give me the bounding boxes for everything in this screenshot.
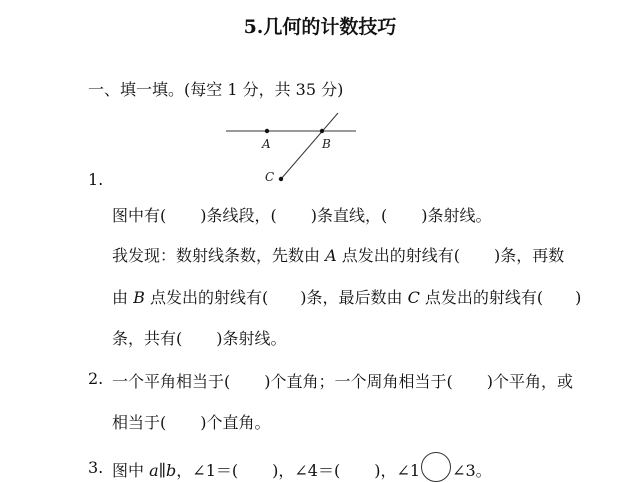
comparison-circle[interactable]	[421, 452, 451, 482]
point-c	[279, 177, 283, 181]
q1-line2: 我发现：数射线条数，先数由 A 点发出的射线有( )条，再数	[112, 246, 565, 265]
point-a	[265, 129, 269, 133]
geometry-figure	[222, 110, 362, 185]
q1-line3: 由 B 点发出的射线有( )条，最后数由 C 点发出的射线有( )	[112, 288, 582, 307]
label-b: B	[322, 137, 331, 151]
q2-number: 2.	[88, 369, 104, 388]
q3-number: 3.	[88, 458, 104, 477]
q3-line: 图中 a∥b，∠1＝( )，∠4＝( )，∠1 ∠3。	[112, 458, 492, 482]
q2-line1: 一个平角相当于( )个直角；一个周角相当于( )个平角，或	[112, 372, 573, 391]
page-title: 5.几何的计数技巧	[243, 16, 397, 38]
q1-line1: 图中有( )条线段，( )条直线，( )条射线。	[112, 206, 492, 225]
q1-line4: 条，共有( )条射线。	[112, 329, 287, 348]
q1-number: 1.	[88, 170, 104, 189]
section-heading: 一、填一填。(每空 1 分，共 35 分)	[88, 80, 344, 99]
q2-line2: 相当于( )个直角。	[112, 413, 271, 432]
label-a: A	[262, 137, 271, 151]
point-b	[320, 129, 324, 133]
label-c: C	[265, 170, 275, 184]
